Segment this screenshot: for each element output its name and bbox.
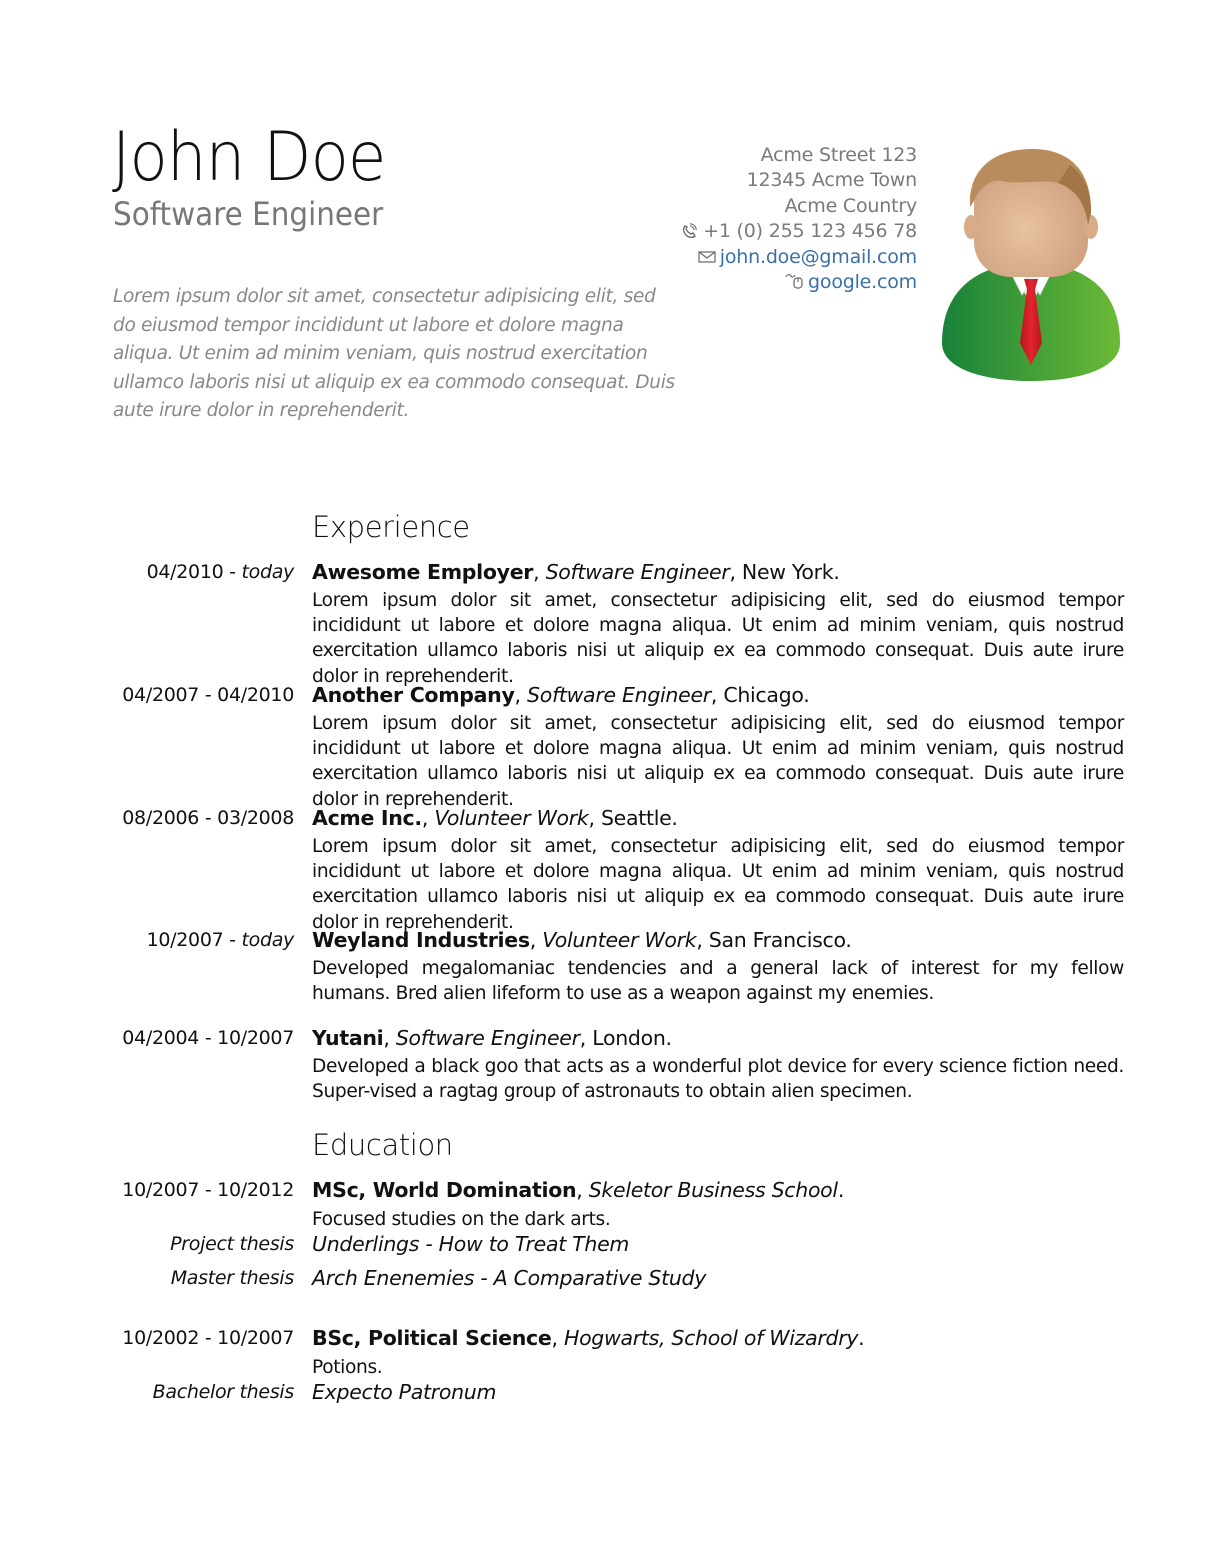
school: Skeletor Business School xyxy=(588,1178,838,1202)
experience-description: Lorem ipsum dolor sit amet, consectetur adipisicing elit, sed do eiusmod tempor incididunt ut labore et dolore magna aliqua. Ut enim ad minim veniam, quis nostrud exercitation ullamco laboris nisi ut aliquip ex ea commodo consequat. Duis aute irure dolor in reprehenderit. xyxy=(312,713,1124,810)
degree: BSc, Political Science xyxy=(312,1326,552,1350)
experience-date xyxy=(122,1026,294,1051)
role: Volunteer Work xyxy=(434,806,589,830)
location: Chicago. xyxy=(723,683,810,707)
phone-number: +1 (0) 255 123 456 78 xyxy=(703,220,917,243)
website-link[interactable]: google.com xyxy=(808,271,917,294)
location: Seattle. xyxy=(600,806,678,830)
experience-heading-line: Another Company, Software Engineer, Chicago. xyxy=(312,683,810,707)
experience-description: Lorem ipsum dolor sit amet, consectetur adipisicing elit, sed do eiusmod tempor incididunt ut labore et dolore magna aliqua. Ut enim ad minim veniam, quis nostrud exercitation ullamco laboris nisi ut aliquip ex ea commodo consequat. Duis aute irure dolor in reprehenderit. xyxy=(312,590,1124,687)
degree: MSc, World Domination xyxy=(312,1178,577,1202)
date-end: 03/2008 xyxy=(217,807,294,829)
date-separator: - xyxy=(223,929,242,951)
date-separator: - xyxy=(199,1027,218,1049)
experience-date xyxy=(147,928,294,953)
experience-description: Developed megalomaniac tendencies and a general lack of interest for my fellow humans. Bred alien lifeform to use as a weapon against my enemies. xyxy=(312,958,1124,1005)
education-heading-line: BSc, Political Science, Hogwarts, School of Wizardry. xyxy=(312,1326,865,1350)
education-note: Potions. xyxy=(312,1357,383,1378)
date-start: 08/2006 xyxy=(122,807,200,829)
date-start: 04/2010 xyxy=(146,561,224,583)
experience-heading-line: Weyland Industries, Volunteer Work, San Francisco. xyxy=(312,928,852,952)
employer: Weyland Industries xyxy=(312,928,530,952)
thesis-title: Expecto Patronum xyxy=(312,1380,497,1404)
experience-date xyxy=(122,683,294,708)
envelope-icon xyxy=(698,245,716,270)
address-street: Acme Street 123 xyxy=(760,144,917,166)
school: Hogwarts, School of Wizardry xyxy=(563,1326,859,1350)
date-separator: - xyxy=(223,561,242,583)
education-note: Focused studies on the dark arts. xyxy=(312,1209,611,1230)
date-start: 10/2007 xyxy=(146,929,224,951)
address-country: Acme Country xyxy=(784,194,917,217)
employer: Acme Inc. xyxy=(312,806,422,830)
location: New York. xyxy=(741,560,840,584)
employer: Awesome Employer xyxy=(312,560,534,584)
summary-paragraph: Lorem ipsum dolor sit amet, consectetur adipisicing elit, sed do eiusmod tempor incididunt ut labore et dolore magna aliqua. Ut enim ad minim veniam, quis nostrud exercitation ullamco laboris nisi ut aliquip ex ea commodo consequat. Duis aute irure dolor in reprehenderit. xyxy=(113,286,675,421)
education-date: 10/2007 - 10/2012 xyxy=(122,1179,294,1201)
thesis-label: Bachelor thesis xyxy=(152,1381,294,1403)
experience-heading-line: Acme Inc., Volunteer Work, Seattle. xyxy=(312,806,678,830)
experience-date xyxy=(122,806,294,831)
role: Software Engineer xyxy=(395,1026,580,1050)
location: London. xyxy=(592,1026,672,1050)
experience-description: Developed a black goo that acts as a wonderful plot device for every science fiction need. Super-vised a ragtag group of astronauts to obtain alien specimen. xyxy=(312,1056,1124,1103)
date-start: 04/2007 xyxy=(122,684,200,706)
employer: Yutani xyxy=(312,1026,384,1050)
thesis-title: Underlings - How to Treat Them xyxy=(312,1232,630,1256)
date-end: today xyxy=(241,929,294,951)
phone-icon xyxy=(681,219,699,244)
date-start: 04/2004 xyxy=(122,1027,200,1049)
experience-heading-line: Awesome Employer, Software Engineer, New York. xyxy=(312,560,840,584)
education-heading: Education xyxy=(312,1128,453,1162)
employer: Another Company xyxy=(312,683,515,707)
role: Volunteer Work xyxy=(542,928,697,952)
date-separator: - xyxy=(199,807,218,829)
role: Software Engineer xyxy=(526,683,711,707)
thesis-label: Master thesis xyxy=(170,1267,294,1289)
experience-description: Lorem ipsum dolor sit amet, consectetur adipisicing elit, sed do eiusmod tempor incididunt ut labore et dolore magna aliqua. Ut enim ad minim veniam, quis nostrud exercitation ullamco laboris nisi ut aliquip ex ea commodo consequat. Duis aute irure dolor in reprehenderit. xyxy=(312,836,1124,933)
website-line xyxy=(681,270,917,295)
location: San Francisco. xyxy=(708,928,852,952)
email-link[interactable]: john.doe@gmail.com xyxy=(719,245,917,268)
email-line xyxy=(681,245,917,270)
person-avatar-icon xyxy=(938,143,1124,385)
date-end: 04/2010 xyxy=(217,684,294,706)
education-date: 10/2002 - 10/2007 xyxy=(122,1327,294,1349)
mouse-icon xyxy=(784,270,804,295)
education-heading-line: MSc, World Domination, Skeletor Business School. xyxy=(312,1178,845,1202)
phone-line xyxy=(681,219,917,244)
thesis-label: Project thesis xyxy=(170,1233,294,1255)
date-end: 10/2007 xyxy=(217,1027,294,1049)
experience-heading: Experience xyxy=(312,510,470,544)
role: Software Engineer xyxy=(545,560,730,584)
experience-heading-line: Yutani, Software Engineer, London. xyxy=(312,1026,672,1050)
person-title: Software Engineer xyxy=(113,195,384,233)
experience-date xyxy=(147,560,294,585)
contact-block xyxy=(681,143,917,295)
thesis-title: Arch Enenemies - A Comparative Study xyxy=(312,1266,707,1290)
person-name: John Doe xyxy=(112,118,386,197)
date-separator: - xyxy=(199,684,218,706)
address-town: 12345 Acme Town xyxy=(746,169,917,192)
date-end: today xyxy=(241,561,294,583)
